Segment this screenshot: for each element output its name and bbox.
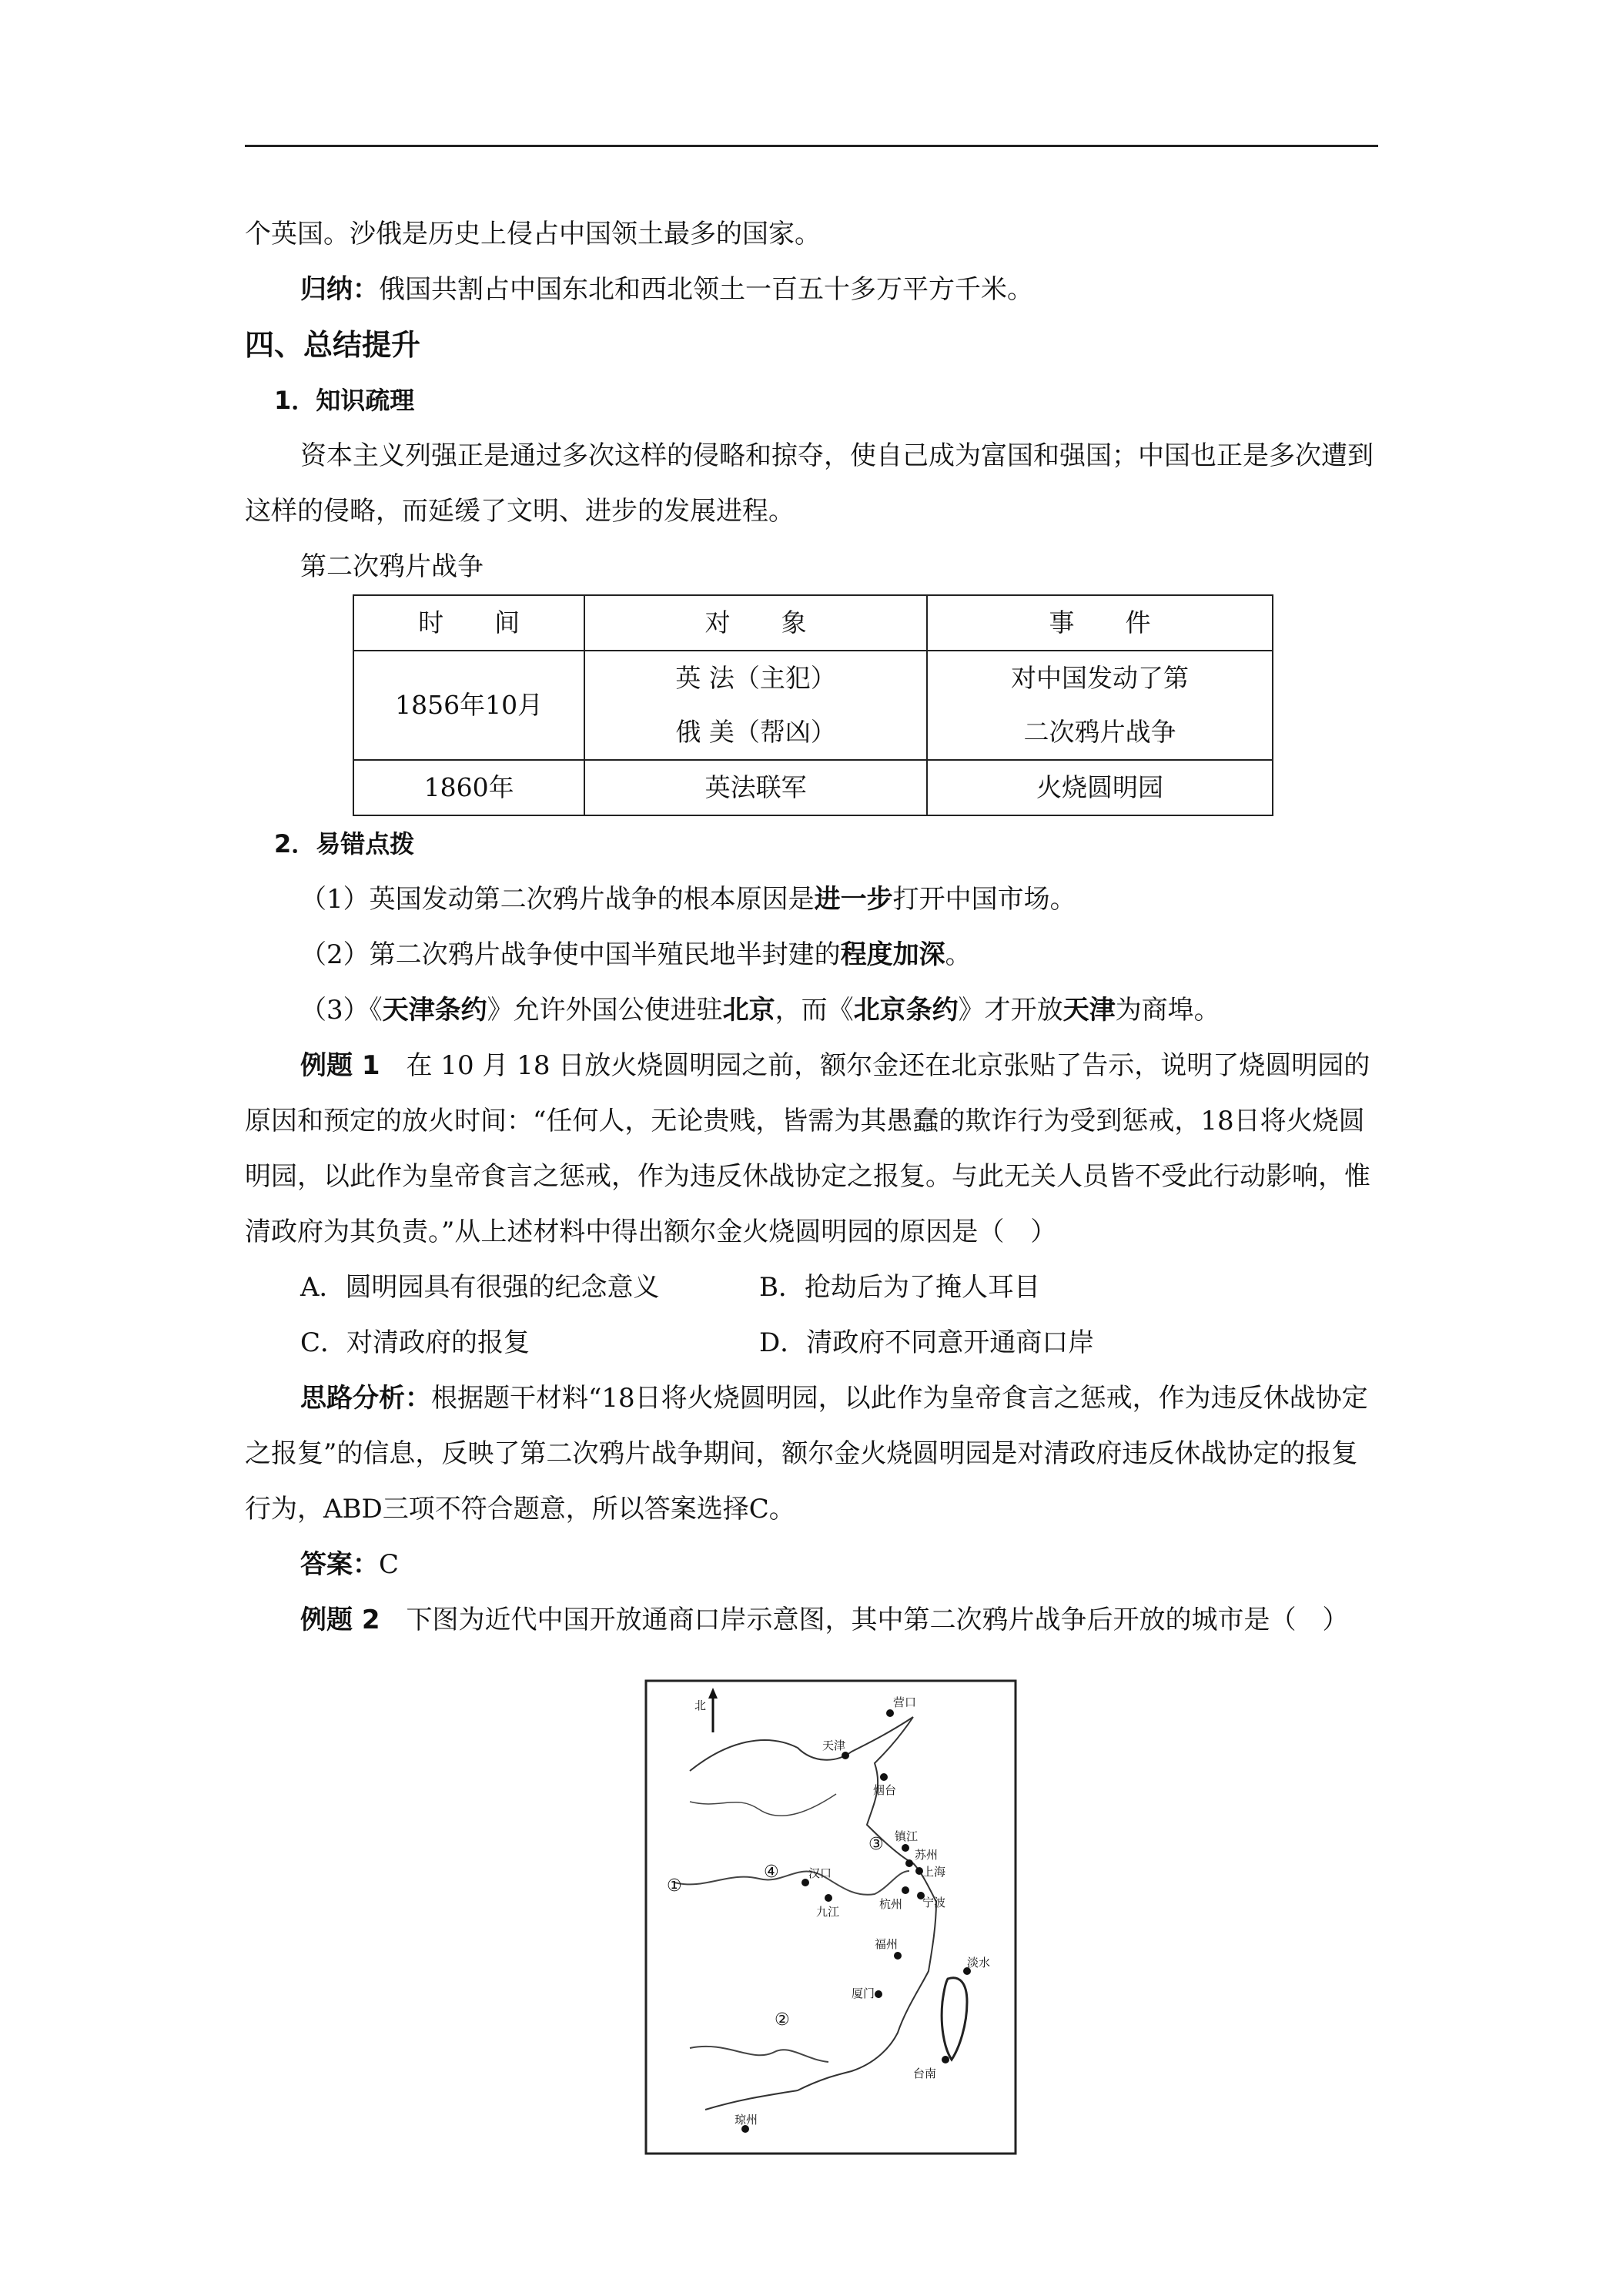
intro-line: 个英国。沙俄是历史上侵占中国领土最多的国家。 (245, 219, 821, 249)
cell-event-line: 二次鸦片战争 (1023, 717, 1176, 747)
treaty-ports-map (644, 1678, 1018, 2156)
table-header-row (353, 595, 1273, 651)
text-run: （1）英国发动第二次鸦片战争的根本原因是 (300, 884, 815, 915)
option-a: A．圆明园具有很强的纪念意义 (300, 1272, 660, 1303)
text-run: （3）《 (300, 995, 383, 1026)
cell-target-line: 英 法（主犯） (675, 663, 836, 693)
city-label: 杭州 (879, 1897, 903, 1911)
cell-event: 火烧圆明园 (927, 760, 1273, 815)
example1-label: 例题 1 (300, 1050, 380, 1081)
table-row (353, 651, 1273, 760)
cell-target (584, 651, 927, 760)
cell-event-line: 对中国发动了第 (1011, 663, 1190, 693)
marker-2: ② (775, 2010, 790, 2030)
city-label: 台南 (913, 2067, 937, 2080)
header-rule (245, 145, 1378, 147)
city-label: 淡水 (967, 1956, 991, 1970)
emphasis: 北京 (722, 995, 775, 1026)
mistake-item-2 (245, 927, 1378, 982)
emphasis: 天津条约 (382, 995, 487, 1026)
example2-question (245, 1592, 1378, 1648)
cell-time: 1856年10月 (353, 651, 584, 760)
summary-label: 归纳： (300, 274, 379, 305)
option-d: D．清政府不同意开通商口岸 (759, 1327, 1095, 1358)
header-time: 时 间 (353, 595, 584, 651)
answer-value: C (379, 1549, 400, 1580)
mistake-item-1 (245, 872, 1378, 927)
header-event: 事 件 (927, 595, 1273, 651)
city-label: 上海 (922, 1865, 946, 1879)
city-label: 厦门 (852, 1986, 875, 2000)
emphasis: 进一步 (814, 884, 893, 915)
document-body (245, 206, 1378, 1648)
text-run: 为商埠。 (1115, 995, 1220, 1026)
text-run: 打开中国市场。 (892, 884, 1076, 915)
city-label: 苏州 (915, 1848, 939, 1862)
header-target: 对 象 (584, 595, 927, 651)
cell-target: 英法联军 (584, 760, 927, 815)
emphasis: 北京条约 (853, 995, 959, 1026)
city-label: 九江 (816, 1905, 840, 1919)
options-row (245, 1260, 1378, 1315)
map-svg (644, 1678, 1018, 2156)
analysis-text: 根据题干材料“18日将火烧圆明园，以此作为皇帝食言之惩戒，作为违反休战协定之报复”的信息，反映了第二次鸦片战争期间，额尔金火烧圆明园是对清政府违反休战协定的报复行为，ABD三项不符合题意，所以答案选择C。 (245, 1383, 1368, 1525)
text-run: （2）第二次鸦片战争使中国半殖民地半封建的 (300, 939, 841, 970)
city-label: 天津 (822, 1739, 846, 1752)
option-b: B．抢劫后为了掩人耳目 (759, 1272, 1040, 1303)
cell-target-line: 俄 美（帮凶） (675, 717, 836, 747)
city-label: 汉口 (808, 1866, 832, 1880)
city-label: 琼州 (735, 2113, 758, 2127)
city-label: 烟台 (873, 1783, 897, 1797)
example1-question (245, 1038, 1378, 1260)
city-label: 营口 (893, 1695, 917, 1709)
example1-text: 在 10 月 18 日放火烧圆明园之前，额尔金还在北京张贴了告示，说明了烧圆明园的原因和预定的放火时间：“任何人，无论贵贱，皆需为其愚蠢的欺诈行为受到惩戒，18日将火烧圆明园，以此作为皇帝食言之惩戒，作为违反休战协定之报复。与此无关人员皆不受此行动影响，惟清政府为其负责。”从上述材料中得出额尔金火烧圆明园的原因是（ ） (245, 1050, 1370, 1247)
summary-paragraph (245, 262, 1378, 317)
mistake-item-3 (245, 982, 1378, 1038)
city-label: 镇江 (895, 1829, 919, 1843)
knowledge-paragraph: 资本主义列强正是通过多次这样的侵略和掠夺，使自己成为富国和强国；中国也正是多次遭到这样的侵略，而延缓了文明、进步的发展进程。 (245, 440, 1374, 527)
city-label: 宁波 (922, 1896, 946, 1909)
emphasis: 程度加深 (840, 939, 945, 970)
war-table (353, 594, 1273, 816)
text-run: ，而《 (775, 995, 854, 1026)
marker-3: ③ (868, 1835, 884, 1854)
section-title: 四、总结提升 (245, 328, 421, 362)
answer-line (245, 1537, 1378, 1592)
example2-text: 下图为近代中国开放通商口岸示意图，其中第二次鸦片战争后开放的城市是（ ） (406, 1605, 1349, 1635)
emphasis: 天津 (1062, 995, 1116, 1026)
option-c: C．对清政府的报复 (300, 1327, 530, 1358)
answer-label: 答案： (300, 1549, 379, 1580)
analysis-paragraph (245, 1371, 1378, 1537)
city-label: 福州 (875, 1937, 899, 1951)
summary-text: 俄国共割占中国东北和西北领土一百五十多万平方千米。 (379, 274, 1033, 305)
text-run: 》允许外国公使进驻 (487, 995, 723, 1026)
marker-4: ④ (764, 1863, 779, 1882)
analysis-label: 思路分析： (300, 1383, 431, 1414)
marker-1: ① (667, 1876, 682, 1896)
table-row (353, 760, 1273, 815)
knowledge-title: 1．知识疏理 (274, 386, 415, 415)
cell-event (927, 651, 1273, 760)
table-caption: 第二次鸦片战争 (300, 551, 484, 582)
options-row (245, 1315, 1378, 1371)
example2-label: 例题 2 (300, 1605, 380, 1635)
north-label: 北 (694, 1699, 707, 1712)
mistakes-title: 2．易错点拨 (274, 829, 415, 858)
text-run: 。 (945, 939, 972, 970)
cell-time: 1860年 (353, 760, 584, 815)
text-run: 》才开放 (958, 995, 1063, 1026)
